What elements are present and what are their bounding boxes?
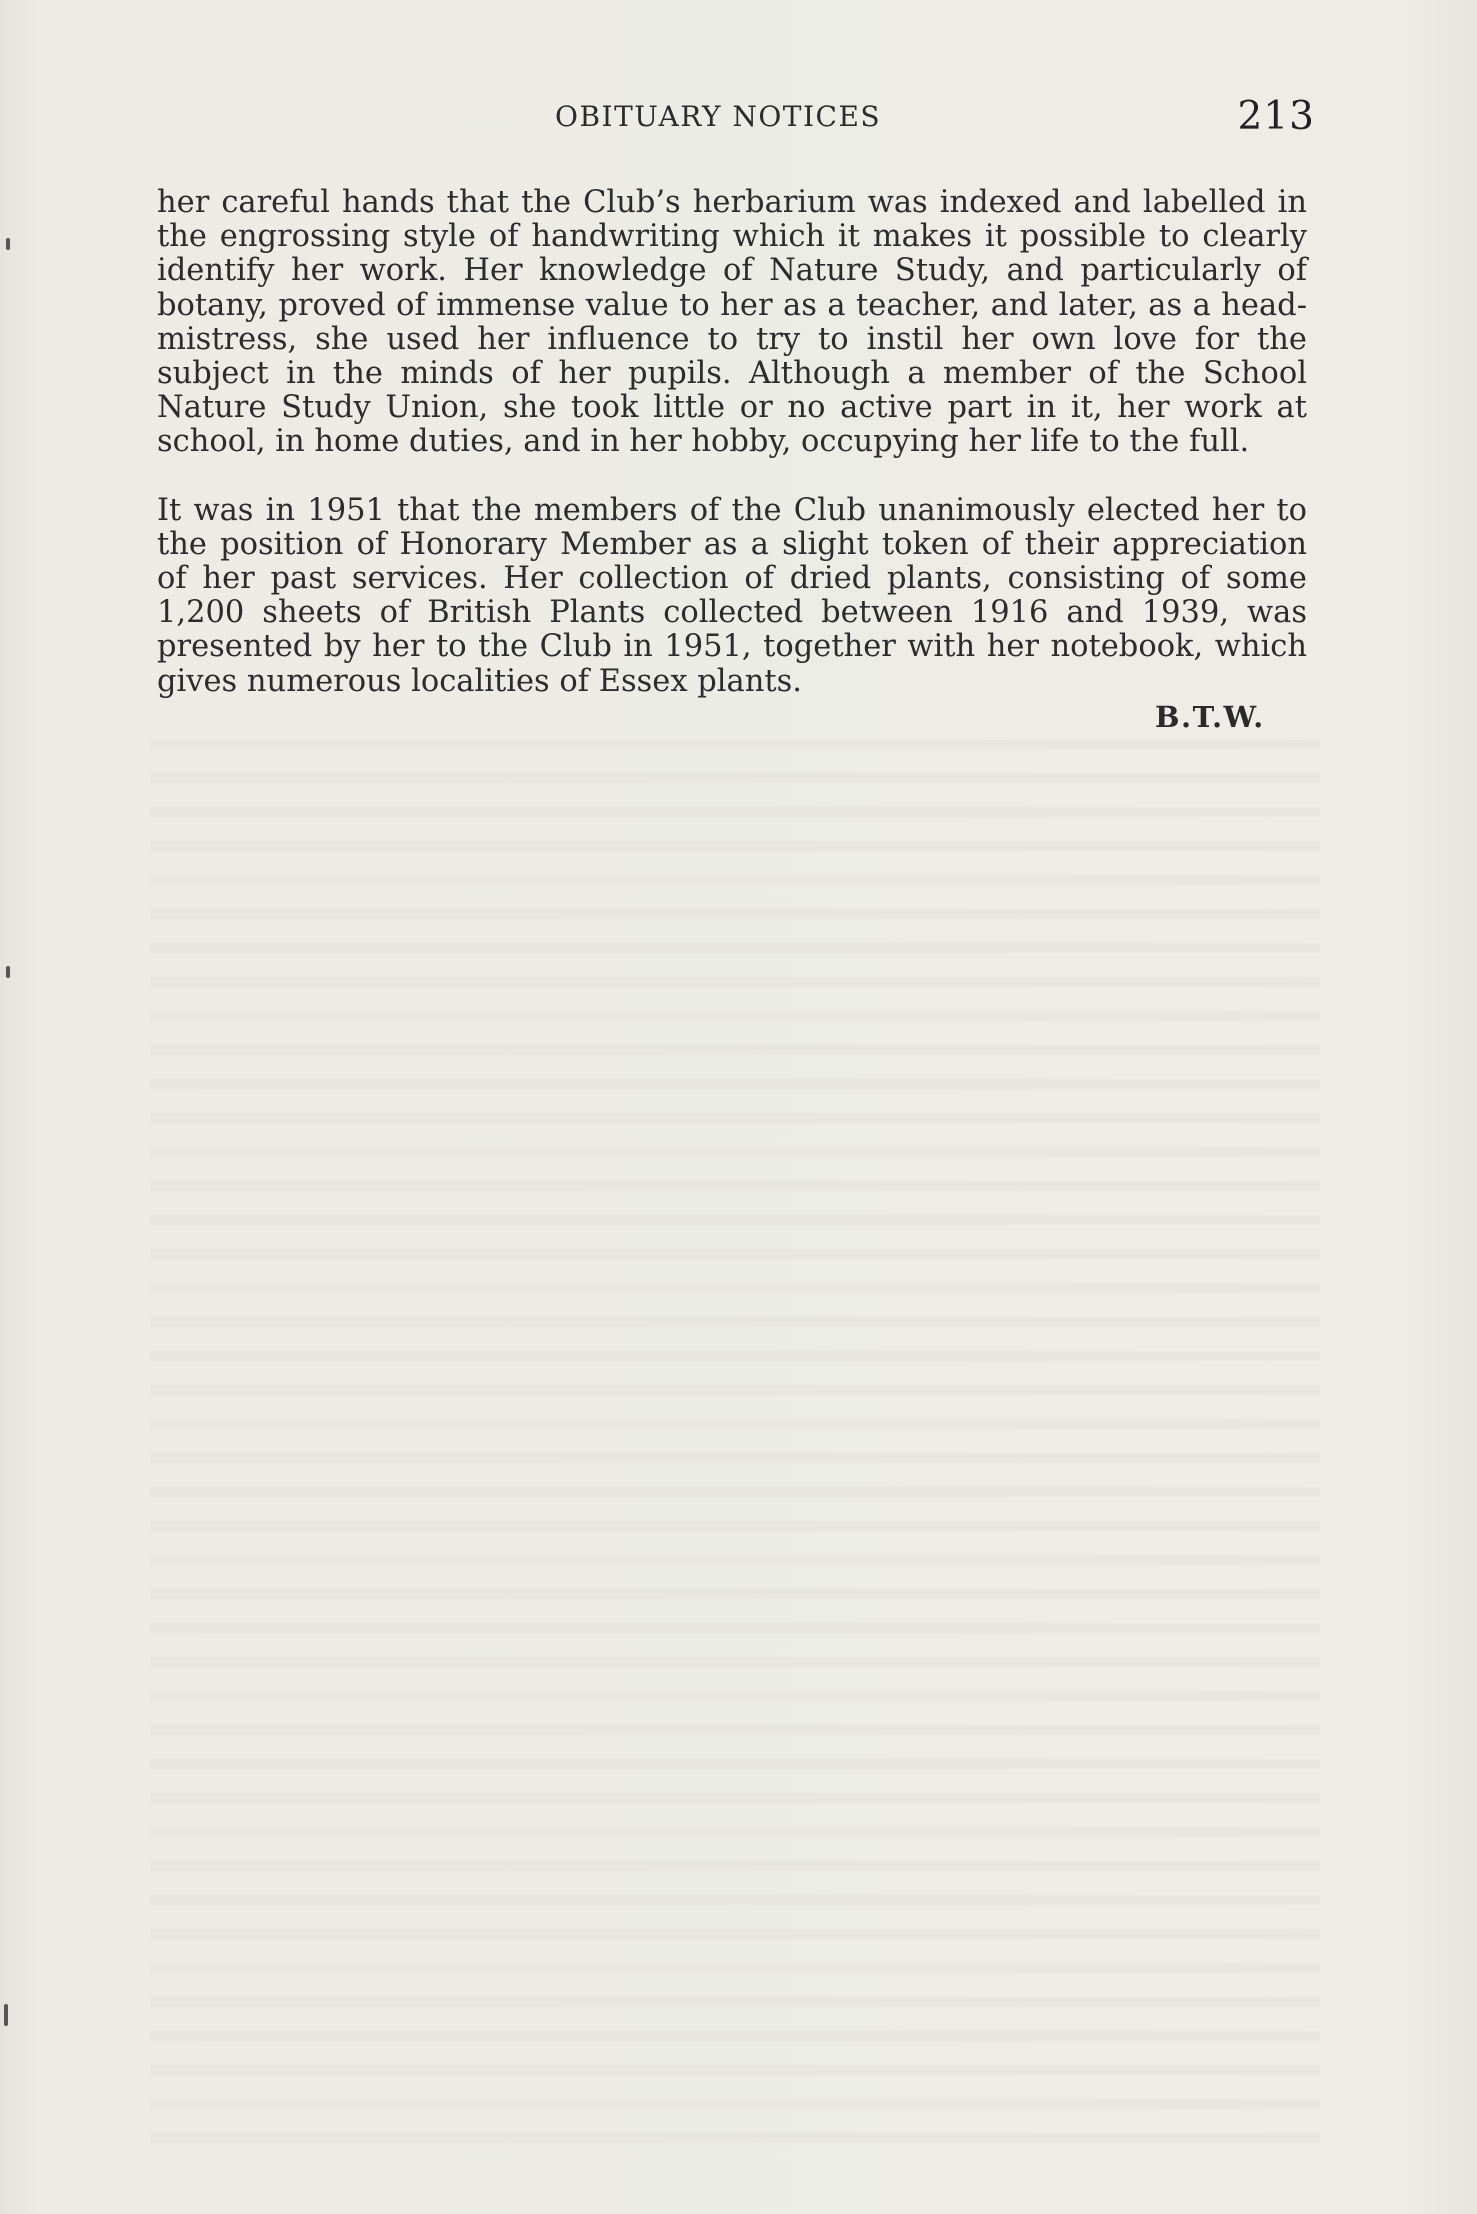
margin-speck [4, 2004, 8, 2026]
page-header [155, 94, 1315, 144]
author-signature: B.T.W. [1155, 700, 1265, 734]
margin-speck [6, 238, 10, 250]
show-through-texture [150, 740, 1320, 2160]
margin-speck [6, 966, 10, 978]
paragraph-1: her careful hands that the Club’s herbarium was indexed and labelled in the engrossing style of handwriting which it makes it possible to clearly identify her work. Her knowledge of Nature Study, and particularly of botany, proved of immense value to her as a teacher, and later, as a head-mistress, she used her influence to try to instil her own love for the subject in the minds of her pupils. Although a member of the School Nature Study Union, she took little or no active part in it, her work at school, in home duties, and in her hobby, occupying her life to the full. [157, 185, 1307, 460]
page-number: 213 [1237, 94, 1315, 139]
running-head: OBITUARY NOTICES [555, 100, 882, 133]
obituary-text [157, 186, 1307, 699]
paragraph-2: It was in 1951 that the members of the Club unanimously elected her to the position of Honorary Member as a slight token of their appreciation of her past services. Her collection of dried plants, consisting of some 1,200 sheets of British Plants collected between 1916 and 1939, was presented by her to the Club in 1951, together with her notebook, which gives numerous localities of Essex plants. [157, 492, 1307, 699]
